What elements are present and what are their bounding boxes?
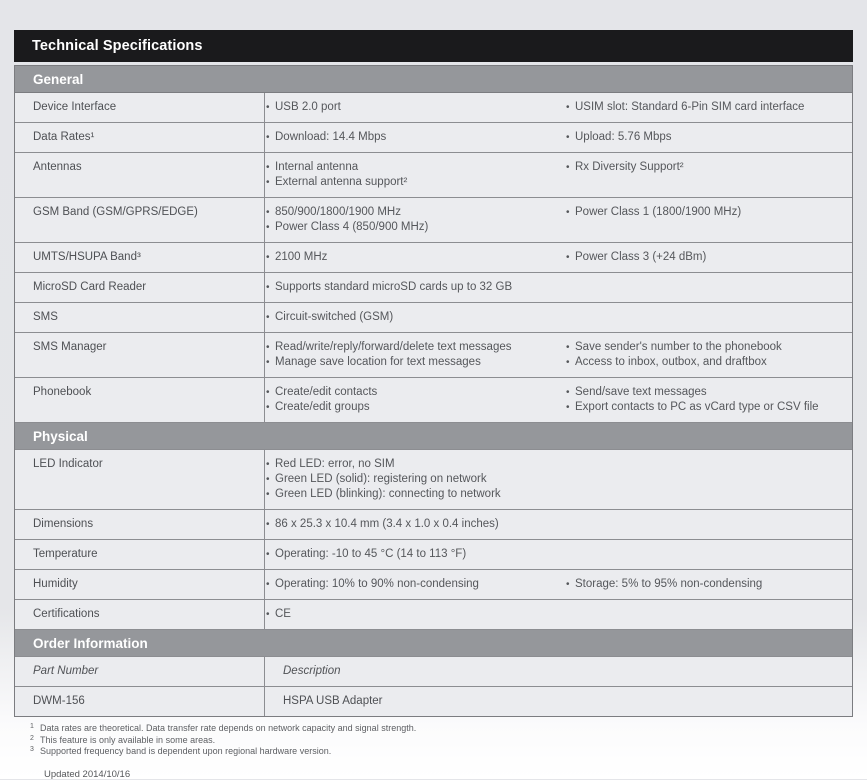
spec-content (265, 600, 852, 629)
spec-row (15, 242, 852, 272)
footnote-sup: 2 (30, 734, 34, 742)
spec-values-col1 (265, 250, 565, 265)
spec-content (265, 540, 852, 569)
spec-item: • Internal antenna (265, 160, 565, 175)
section-title: Order Information (33, 636, 148, 651)
spec-sheet (14, 30, 853, 780)
order-data-row (15, 686, 852, 716)
spec-item: • Create/edit groups (265, 400, 565, 415)
spec-values-col1 (265, 340, 565, 370)
footnote-text: Data rates are theoretical. Data transfer rate depends on network capacity and signal strength. (40, 723, 417, 733)
spec-values-col2 (565, 457, 852, 502)
spec-values-col2 (565, 517, 852, 532)
spec-item: • Power Class 4 (850/900 MHz) (265, 220, 565, 235)
section-header (15, 422, 852, 449)
spec-item: • CE (265, 607, 565, 622)
spec-values-col1 (265, 310, 565, 325)
spec-values-col1 (265, 607, 565, 622)
spec-row (15, 272, 852, 302)
spec-label: SMS Manager (15, 333, 265, 377)
spec-label: Certifications (15, 600, 265, 629)
section-rows (15, 449, 852, 629)
spec-label: Device Interface (15, 93, 265, 122)
spec-item: • Green LED (blinking): connecting to network (265, 487, 565, 502)
spec-values-col2 (565, 100, 852, 115)
spec-values-col2 (565, 607, 852, 622)
spec-label: LED Indicator (15, 450, 265, 509)
spec-item: • Access to inbox, outbox, and draftbox (565, 355, 852, 370)
spec-values-col2 (565, 250, 852, 265)
spec-content (265, 243, 852, 272)
description-header: Description (283, 665, 341, 677)
spec-content (265, 273, 852, 302)
spec-row (15, 92, 852, 122)
spec-values-col1 (265, 205, 565, 235)
spec-item: • Send/save text messages (565, 385, 852, 400)
spec-values-col1 (265, 385, 565, 415)
spec-row (15, 377, 852, 422)
section-title: Physical (33, 429, 88, 444)
spec-item: • USB 2.0 port (265, 100, 565, 115)
table-title-bar (14, 30, 853, 62)
spec-content (265, 198, 852, 242)
spec-label: GSM Band (GSM/GPRS/EDGE) (15, 198, 265, 242)
description-value: HSPA USB Adapter (283, 695, 383, 707)
table-title: Technical Specifications (32, 38, 203, 54)
spec-row (15, 122, 852, 152)
spec-values-col2 (565, 160, 852, 190)
spec-label: Temperature (15, 540, 265, 569)
spec-content (265, 333, 852, 377)
spec-table (14, 65, 853, 717)
spec-item: • Circuit-switched (GSM) (265, 310, 565, 325)
spec-label: MicroSD Card Reader (15, 273, 265, 302)
spec-label: Dimensions (15, 510, 265, 539)
spec-values-col2 (565, 310, 852, 325)
spec-values-col1 (265, 457, 565, 502)
spec-content (265, 93, 852, 122)
spec-item: • Export contacts to PC as vCard type or CSV file (565, 400, 852, 415)
spec-item: • Rx Diversity Support² (565, 160, 852, 175)
spec-label: Phonebook (15, 378, 265, 422)
spec-row (15, 332, 852, 377)
spec-row (15, 197, 852, 242)
spec-values-col2 (565, 340, 852, 370)
spec-label: Humidity (15, 570, 265, 599)
spec-values-col1 (265, 577, 565, 592)
spec-item: • Storage: 5% to 95% non-condensing (565, 577, 852, 592)
spec-label: UMTS/HSUPA Band³ (15, 243, 265, 272)
footnote-text: Supported frequency band is dependent upon regional hardware version. (40, 746, 332, 756)
spec-item: • Green LED (solid): registering on network (265, 472, 565, 487)
spec-label: Data Rates¹ (15, 123, 265, 152)
section-title: General (33, 72, 84, 87)
spec-row (15, 599, 852, 629)
spec-item: • Create/edit contacts (265, 385, 565, 400)
spec-content (265, 510, 852, 539)
spec-item: • USIM slot: Standard 6-Pin SIM card interface (565, 100, 852, 115)
spec-item: • 850/900/1800/1900 MHz (265, 205, 565, 220)
section-rows (15, 92, 852, 422)
spec-item: • Operating: 10% to 90% non-condensing (265, 577, 565, 592)
spec-item: • 2100 MHz (265, 250, 565, 265)
spec-row (15, 449, 852, 509)
spec-item: • Save sender's number to the phonebook (565, 340, 852, 355)
footnotes (30, 722, 853, 757)
spec-content (265, 123, 852, 152)
footnote (30, 722, 853, 734)
spec-content (265, 378, 852, 422)
part-number-header: Part Number (15, 657, 265, 686)
spec-row (15, 302, 852, 332)
footnote-sup: 1 (30, 723, 34, 730)
spec-item: • Red LED: error, no SIM (265, 457, 565, 472)
footnote-text: This feature is only available in some areas. (40, 734, 216, 745)
section-order-information (15, 629, 852, 716)
section-header (15, 629, 852, 656)
spec-content (265, 570, 852, 599)
spec-content (265, 303, 852, 332)
spec-values-col1 (265, 100, 565, 115)
spec-values-col2 (565, 130, 852, 145)
spec-content (265, 153, 852, 197)
footnote (30, 745, 853, 757)
spec-section (15, 65, 852, 422)
spec-item: • Power Class 3 (+24 dBm) (565, 250, 852, 265)
spec-item: • Read/write/reply/forward/delete text messages (265, 340, 565, 355)
spec-values-col1 (265, 517, 565, 532)
spec-item: • External antenna support² (265, 175, 565, 190)
spec-values-col2 (565, 547, 852, 562)
spec-label: Antennas (15, 153, 265, 197)
spec-row (15, 539, 852, 569)
spec-sections (15, 65, 852, 629)
footnote-sup: 3 (30, 746, 34, 753)
spec-row (15, 152, 852, 197)
spec-content (265, 450, 852, 509)
part-number-value: DWM-156 (15, 687, 265, 716)
spec-values-col1 (265, 160, 565, 190)
spec-values-col1 (265, 130, 565, 145)
footnote (30, 734, 853, 746)
spec-item: • Operating: -10 to 45 °C (14 to 113 °F) (265, 547, 565, 562)
spec-item: • Download: 14.4 Mbps (265, 130, 565, 145)
updated-date: Updated 2014/10/16 (44, 768, 131, 780)
section-header (15, 65, 852, 92)
spec-item: • 86 x 25.3 x 10.4 mm (3.4 x 1.0 x 0.4 inches) (265, 517, 565, 532)
spec-item: • Supports standard microSD cards up to 32 GB (265, 280, 565, 295)
order-header-row (15, 656, 852, 686)
spec-values-col1 (265, 280, 565, 295)
spec-row (15, 569, 852, 599)
spec-label: SMS (15, 303, 265, 332)
spec-values-col2 (565, 577, 852, 592)
spec-values-col2 (565, 280, 852, 295)
spec-values-col2 (565, 385, 852, 415)
spec-section (15, 422, 852, 629)
spec-item: • Upload: 5.76 Mbps (565, 130, 852, 145)
spec-item: • Power Class 1 (1800/1900 MHz) (565, 205, 852, 220)
spec-values-col1 (265, 547, 565, 562)
spec-values-col2 (565, 205, 852, 235)
spec-item: • Manage save location for text messages (265, 355, 565, 370)
spec-row (15, 509, 852, 539)
